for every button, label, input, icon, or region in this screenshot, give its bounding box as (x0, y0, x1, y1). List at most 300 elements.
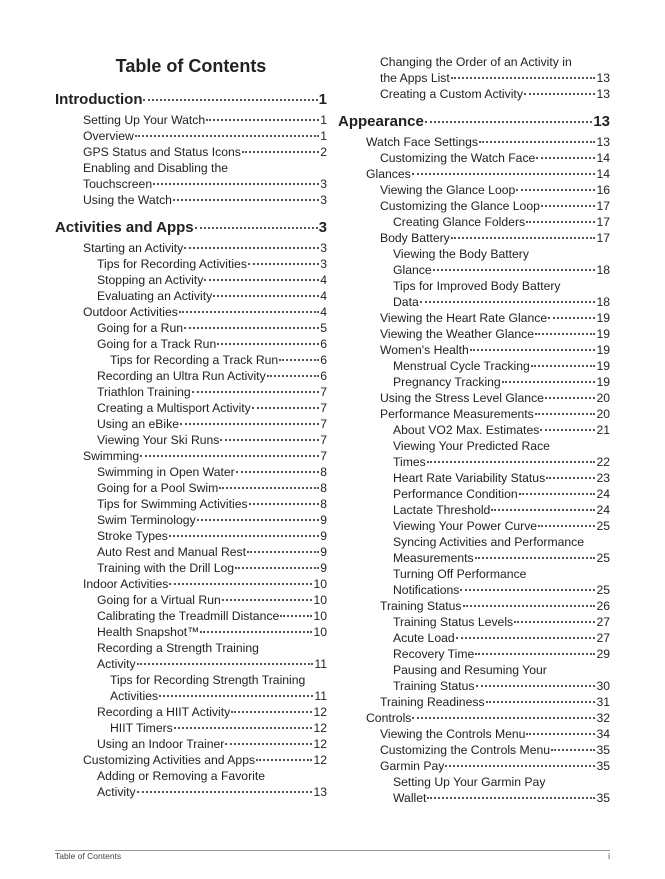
toc-entry[interactable] (380, 230, 610, 246)
toc-entry-title: Tips for Recording Activities (97, 257, 247, 271)
dot-leader (252, 407, 319, 409)
toc-page-number: 26 (596, 599, 610, 613)
toc-entry-title: Training Status (380, 599, 462, 613)
toc-entry-title: Viewing the Body Battery (393, 247, 529, 261)
toc-entry[interactable] (366, 166, 610, 182)
toc-page-number: 4 (320, 305, 327, 319)
dot-leader (206, 119, 319, 121)
toc-entry[interactable] (393, 422, 610, 438)
toc-entry-title: the Apps List (380, 71, 450, 85)
toc-entry-title: Evaluating an Activity (97, 289, 213, 303)
toc-page-number: 7 (320, 417, 327, 431)
dot-leader (535, 413, 596, 415)
toc-page-number: 29 (596, 647, 610, 661)
toc-entry[interactable] (393, 534, 610, 566)
toc-entry-title: Health Snapshot™ (97, 625, 200, 639)
dot-leader (197, 519, 320, 521)
toc-entry-title: Activities (110, 689, 159, 703)
toc-entry[interactable] (380, 310, 610, 326)
toc-entry-title: Training Status Levels (393, 615, 514, 629)
toc-chapter-entry[interactable] (55, 218, 327, 238)
toc-entry-title: Women's Health (380, 343, 469, 357)
toc-entry[interactable] (83, 576, 327, 592)
toc-page-number: 3 (318, 219, 327, 236)
dot-leader (540, 429, 595, 431)
toc-entry[interactable] (110, 720, 327, 736)
toc-entry[interactable] (97, 320, 327, 336)
toc-page-number: 1 (320, 113, 327, 127)
toc-page-number: 20 (596, 391, 610, 405)
toc-entry[interactable] (110, 352, 327, 368)
toc-page-number: 12 (313, 705, 327, 719)
toc-entry[interactable] (393, 486, 610, 502)
toc-page-number: 10 (313, 593, 327, 607)
toc-entry[interactable] (97, 464, 327, 480)
toc-entry[interactable] (83, 144, 327, 160)
toc-entry[interactable] (110, 672, 327, 704)
dot-leader (460, 589, 595, 591)
toc-entry[interactable] (380, 758, 610, 774)
dot-leader (470, 349, 596, 351)
toc-entry-title: Creating a Custom Activity (380, 87, 523, 101)
toc-entry-title: Training Readiness (380, 695, 485, 709)
dot-leader (204, 279, 319, 281)
toc-page-number: 3 (320, 241, 327, 255)
toc-entry-title: Activities and Apps (55, 219, 194, 236)
dot-leader (475, 557, 596, 559)
toc-entry[interactable] (97, 272, 327, 288)
toc-page-number: 19 (596, 375, 610, 389)
dot-leader (526, 221, 595, 223)
toc-entry[interactable] (97, 368, 327, 384)
toc-entry-title: Lactate Threshold (393, 503, 491, 517)
toc-entry[interactable] (97, 512, 327, 528)
toc-entry-title: Appearance (338, 113, 424, 130)
toc-entry[interactable] (97, 544, 327, 560)
dot-leader (425, 121, 592, 123)
toc-entry[interactable] (393, 502, 610, 518)
toc-entry[interactable] (83, 448, 327, 464)
toc-entry[interactable] (393, 438, 610, 470)
toc-entry-title: Garmin Pay (380, 759, 445, 773)
dot-leader (538, 525, 595, 527)
toc-entry-title: Recording a HIIT Activity (97, 705, 231, 719)
toc-entry[interactable] (97, 736, 327, 752)
toc-entry[interactable] (393, 774, 610, 806)
toc-entry-title: Recovery Time (393, 647, 475, 661)
toc-page-number: 19 (596, 311, 610, 325)
dot-leader (541, 205, 596, 207)
dot-leader (153, 183, 319, 185)
toc-page-number: 8 (320, 481, 327, 495)
toc-entry[interactable] (97, 768, 327, 800)
toc-entry-title: Times (393, 455, 426, 469)
dot-leader (536, 157, 595, 159)
toc-page-number: 35 (596, 759, 610, 773)
toc-entry-title: Pregnancy Tracking (393, 375, 501, 389)
toc-page-number: 24 (596, 487, 610, 501)
toc-page-number: 17 (596, 231, 610, 245)
toc-page-number: 6 (320, 337, 327, 351)
toc-page-number: 1 (320, 129, 327, 143)
toc-entry-title: Performance Measurements (380, 407, 534, 421)
toc-page-number: 11 (314, 657, 327, 671)
toc-page-number: 13 (596, 87, 610, 101)
dot-leader (412, 717, 595, 719)
toc-page-number: 8 (320, 465, 327, 479)
dot-leader (249, 503, 320, 505)
toc-entry-title: Customizing Activities and Apps (83, 753, 256, 767)
toc-entry-title: Syncing Activities and Performance (393, 535, 585, 549)
toc-page-number: 14 (596, 167, 610, 181)
toc-entry-title: Tips for Improved Body Battery (393, 279, 561, 293)
dot-leader (427, 461, 596, 463)
toc-page-number: 8 (320, 497, 327, 511)
toc-entry-title: Going for a Run (97, 321, 184, 335)
dot-leader (173, 199, 319, 201)
toc-page-number: 18 (596, 263, 610, 277)
toc-entry-title: Recording a Strength Training (97, 641, 259, 655)
dot-leader (433, 269, 596, 271)
toc-page-number: 25 (596, 519, 610, 533)
toc-entry[interactable] (83, 160, 327, 192)
toc-page-number: 32 (596, 711, 610, 725)
toc-entry-title: Activity (97, 785, 136, 799)
toc-page-number: 17 (596, 215, 610, 229)
toc-page-number: 27 (596, 631, 610, 645)
dot-leader (551, 749, 595, 751)
toc-page-number: 12 (313, 737, 327, 751)
toc-entry-title: Indoor Activities (83, 577, 169, 591)
dot-leader (479, 141, 595, 143)
toc-entry[interactable] (380, 54, 610, 86)
toc-entry-title: Using an eBike (97, 417, 179, 431)
dot-leader (137, 791, 313, 793)
dot-leader (235, 567, 319, 569)
toc-entry-title: Stroke Types (97, 529, 168, 543)
toc-entry-title: Introduction (55, 91, 143, 108)
toc-entry[interactable] (393, 278, 610, 310)
toc-entry[interactable] (97, 496, 327, 512)
toc-entry[interactable] (83, 304, 327, 320)
dot-leader (242, 151, 319, 153)
footer-section-label: Table of Contents (55, 851, 122, 861)
dot-leader (220, 439, 319, 441)
toc-page-number: 13 (596, 135, 610, 149)
dot-leader (451, 77, 596, 79)
toc-page-number: 5 (320, 321, 327, 335)
toc-entry[interactable] (97, 560, 327, 576)
toc-entry-title: Tips for Recording Strength Training (110, 673, 306, 687)
dot-leader (217, 343, 319, 345)
toc-entry-title: Viewing the Heart Rate Glance (380, 311, 548, 325)
toc-entry[interactable] (380, 326, 610, 342)
toc-page-number: 14 (596, 151, 610, 165)
dot-leader (548, 317, 595, 319)
footer-page-number: i (608, 851, 610, 861)
toc-entry[interactable] (380, 406, 610, 422)
toc-page-number: 16 (596, 183, 610, 197)
toc-entry-title: Watch Face Settings (366, 135, 478, 149)
dot-leader (451, 237, 596, 239)
dot-leader (524, 93, 596, 95)
toc-entry-title: Changing the Order of an Activity in (380, 55, 572, 69)
toc-page-number: 25 (596, 551, 610, 565)
dot-leader (535, 333, 595, 335)
toc-page-number: 11 (314, 689, 327, 703)
toc-page-number: 9 (320, 545, 327, 559)
toc-entry-title: Viewing Your Predicted Race (393, 439, 550, 453)
toc-entry[interactable] (380, 86, 610, 102)
page-title: Table of Contents (115, 56, 267, 76)
toc-page-number: 35 (596, 791, 610, 805)
dot-leader (486, 701, 596, 703)
dot-leader (143, 99, 317, 101)
toc-page-number: 12 (313, 753, 327, 767)
toc-entry-title: Creating a Multisport Activity (97, 401, 251, 415)
toc-entry[interactable] (366, 710, 610, 726)
dot-leader (475, 653, 595, 655)
toc-entry[interactable] (393, 246, 610, 278)
toc-entry-title: Setting Up Your Watch (83, 113, 206, 127)
toc-page-number: 13 (313, 785, 327, 799)
toc-entry[interactable] (380, 198, 610, 214)
toc-entry[interactable] (380, 150, 610, 166)
toc-entry-title: Heart Rate Variability Status (393, 471, 546, 485)
toc-entry-title: Customizing the Glance Loop (380, 199, 540, 213)
dot-leader (526, 733, 595, 735)
toc-entry[interactable] (366, 134, 610, 150)
toc-entry[interactable] (97, 336, 327, 352)
toc-page-number: 21 (596, 423, 610, 437)
toc-entry-title: Outdoor Activities (83, 305, 178, 319)
dot-leader (412, 173, 596, 175)
toc-entry-title: Notifications (393, 583, 460, 597)
toc-entry[interactable] (83, 192, 327, 208)
dot-leader (476, 685, 596, 687)
toc-entry-title: Overview (83, 129, 134, 143)
toc-page-number: 7 (320, 433, 327, 447)
toc-entry-title: Setting Up Your Garmin Pay (393, 775, 546, 789)
toc-entry-title: Customizing the Controls Menu (380, 743, 551, 757)
toc-entry-title: Viewing Your Power Curve (393, 519, 538, 533)
toc-entry[interactable] (83, 752, 327, 768)
toc-entry-title: Using an Indoor Trainer (97, 737, 225, 751)
dot-leader (135, 135, 319, 137)
toc-entry[interactable] (393, 214, 610, 230)
dot-leader (456, 637, 596, 639)
toc-entry-title: Training Status (393, 679, 475, 693)
toc-entry-title: Customizing the Watch Face (380, 151, 536, 165)
toc-entry-title: Pausing and Resuming Your (393, 663, 547, 677)
toc-page-number: 4 (320, 289, 327, 303)
toc-page-number: 10 (313, 609, 327, 623)
dot-leader (491, 509, 595, 511)
toc-entry[interactable] (380, 182, 610, 198)
dot-leader (427, 797, 595, 799)
toc-entry-title: Performance Condition (393, 487, 518, 501)
toc-page-number: 3 (320, 177, 327, 191)
toc-entry[interactable] (97, 432, 327, 448)
toc-entry[interactable] (97, 640, 327, 672)
toc-entry[interactable] (97, 592, 327, 608)
toc-page-number: 23 (596, 471, 610, 485)
toc-entry[interactable] (97, 704, 327, 720)
toc-page-number: 19 (596, 359, 610, 373)
toc-entry[interactable] (393, 566, 610, 598)
toc-entry-title: Body Battery (380, 231, 450, 245)
toc-entry-title: Calibrating the Treadmill Distance (97, 609, 280, 623)
toc-entry[interactable] (393, 374, 610, 390)
toc-page-number: 6 (320, 353, 327, 367)
dot-leader (531, 365, 596, 367)
toc-entry-title: GPS Status and Status Icons (83, 145, 241, 159)
toc-page-number: 10 (313, 625, 327, 639)
toc-entry[interactable] (83, 128, 327, 144)
toc-entry-title: Auto Rest and Manual Rest (97, 545, 247, 559)
toc-entry-title: Going for a Pool Swim (97, 481, 219, 495)
toc-entry-title: Swimming in Open Water (97, 465, 235, 479)
toc-entry[interactable] (380, 742, 610, 758)
toc-page-number: 4 (320, 273, 327, 287)
toc-entry[interactable] (97, 624, 327, 640)
toc-entry-title: Recording an Ultra Run Activity (97, 369, 266, 383)
toc-entry[interactable] (97, 400, 327, 416)
dot-leader (213, 295, 319, 297)
toc-entry-title: Viewing the Glance Loop (380, 183, 516, 197)
dot-leader (546, 477, 595, 479)
toc-entry[interactable] (83, 112, 327, 128)
dot-leader (169, 535, 319, 537)
toc-entry-title: Swimming (83, 449, 140, 463)
dot-leader (516, 189, 595, 191)
toc-entry-title: Acute Load (393, 631, 455, 645)
dot-leader (279, 359, 319, 361)
dot-leader (184, 247, 319, 249)
toc-page-number: 22 (596, 455, 610, 469)
toc-entry[interactable] (97, 288, 327, 304)
toc-entry[interactable] (393, 662, 610, 694)
toc-page-number: 19 (596, 343, 610, 357)
toc-entry-title: Going for a Track Run (97, 337, 217, 351)
toc-entry-title: Glance (393, 263, 432, 277)
toc-page-number: 7 (320, 449, 327, 463)
toc-entry-title: Tips for Recording a Track Run (110, 353, 279, 367)
dot-leader (463, 605, 596, 607)
toc-page-number: 18 (596, 295, 610, 309)
toc-entry[interactable] (393, 518, 610, 534)
toc-page-number: 12 (313, 721, 327, 735)
toc-entry[interactable] (380, 390, 610, 406)
dot-leader (519, 493, 596, 495)
toc-page-number: 27 (596, 615, 610, 629)
toc-page-number: 20 (596, 407, 610, 421)
toc-entry[interactable] (97, 384, 327, 400)
toc-page-number: 17 (596, 199, 610, 213)
toc-entry[interactable] (393, 470, 610, 486)
dot-leader (222, 599, 313, 601)
toc-entry-title: Enabling and Disabling the (83, 161, 229, 175)
toc-entry-title: About VO2 Max. Estimates (393, 423, 540, 437)
toc-entry[interactable] (393, 630, 610, 646)
dot-leader (231, 711, 312, 713)
dot-leader (200, 631, 312, 633)
dot-leader (159, 695, 313, 697)
toc-entry-title: Turning Off Performance (393, 567, 527, 581)
dot-leader (174, 727, 313, 729)
toc-entry-title: Creating Glance Folders (393, 215, 526, 229)
toc-entry-title: Going for a Virtual Run (97, 593, 221, 607)
dot-leader (445, 765, 595, 767)
dot-leader (280, 615, 312, 617)
toc-entry[interactable] (97, 256, 327, 272)
toc-entry[interactable] (97, 528, 327, 544)
toc-page-number: 13 (596, 71, 610, 85)
toc-page-number: 24 (596, 503, 610, 517)
toc-page-number: 1 (318, 91, 327, 108)
dot-leader (420, 301, 596, 303)
dot-leader (236, 471, 320, 473)
toc-entry-title: Data (393, 295, 419, 309)
toc-entry[interactable] (393, 614, 610, 630)
toc-page-number: 10 (313, 577, 327, 591)
toc-entry[interactable] (380, 694, 610, 710)
dot-leader (267, 375, 320, 377)
dot-leader (247, 551, 319, 553)
toc-entry-title: Viewing Your Ski Runs (97, 433, 220, 447)
toc-entry-title: Glances (366, 167, 411, 181)
dot-leader (195, 227, 318, 229)
toc-page-number: 35 (596, 743, 610, 757)
toc-entry-title: Menstrual Cycle Tracking (393, 359, 530, 373)
toc-entry-title: Triathlon Training (97, 385, 191, 399)
toc-page-number: 2 (320, 145, 327, 159)
toc-entry-title: Training with the Drill Log (97, 561, 235, 575)
dot-leader (140, 455, 319, 457)
dot-leader (256, 759, 312, 761)
toc-entry[interactable] (97, 480, 327, 496)
toc-chapter-entry[interactable] (338, 112, 610, 132)
toc-page-number: 9 (320, 513, 327, 527)
toc-entry-title: Viewing the Weather Glance (380, 327, 535, 341)
dot-leader (545, 397, 596, 399)
dot-leader (184, 327, 319, 329)
dot-leader (502, 381, 596, 383)
toc-entry-title: Stopping an Activity (97, 273, 204, 287)
toc-entry[interactable] (393, 358, 610, 374)
toc-page-number: 9 (320, 529, 327, 543)
toc-entry[interactable] (97, 416, 327, 432)
toc-entry-title: Using the Stress Level Glance (380, 391, 544, 405)
toc-page-number: 19 (596, 327, 610, 341)
toc-page-number: 31 (596, 695, 610, 709)
toc-page-number: 3 (320, 193, 327, 207)
toc-page-number: 9 (320, 561, 327, 575)
toc-chapter-entry[interactable] (55, 90, 327, 110)
toc-entry-title: Controls (366, 711, 412, 725)
toc-entry[interactable] (97, 608, 327, 624)
toc-entry[interactable] (83, 240, 327, 256)
dot-leader (219, 487, 319, 489)
toc-entry[interactable] (380, 598, 610, 614)
toc-page-number: 7 (320, 385, 327, 399)
dot-leader (192, 391, 320, 393)
dot-leader (180, 423, 319, 425)
toc-entry-title: Swim Terminology (97, 513, 196, 527)
toc-entry[interactable] (393, 646, 610, 662)
toc-entry[interactable] (380, 342, 610, 358)
toc-entry[interactable] (380, 726, 610, 742)
